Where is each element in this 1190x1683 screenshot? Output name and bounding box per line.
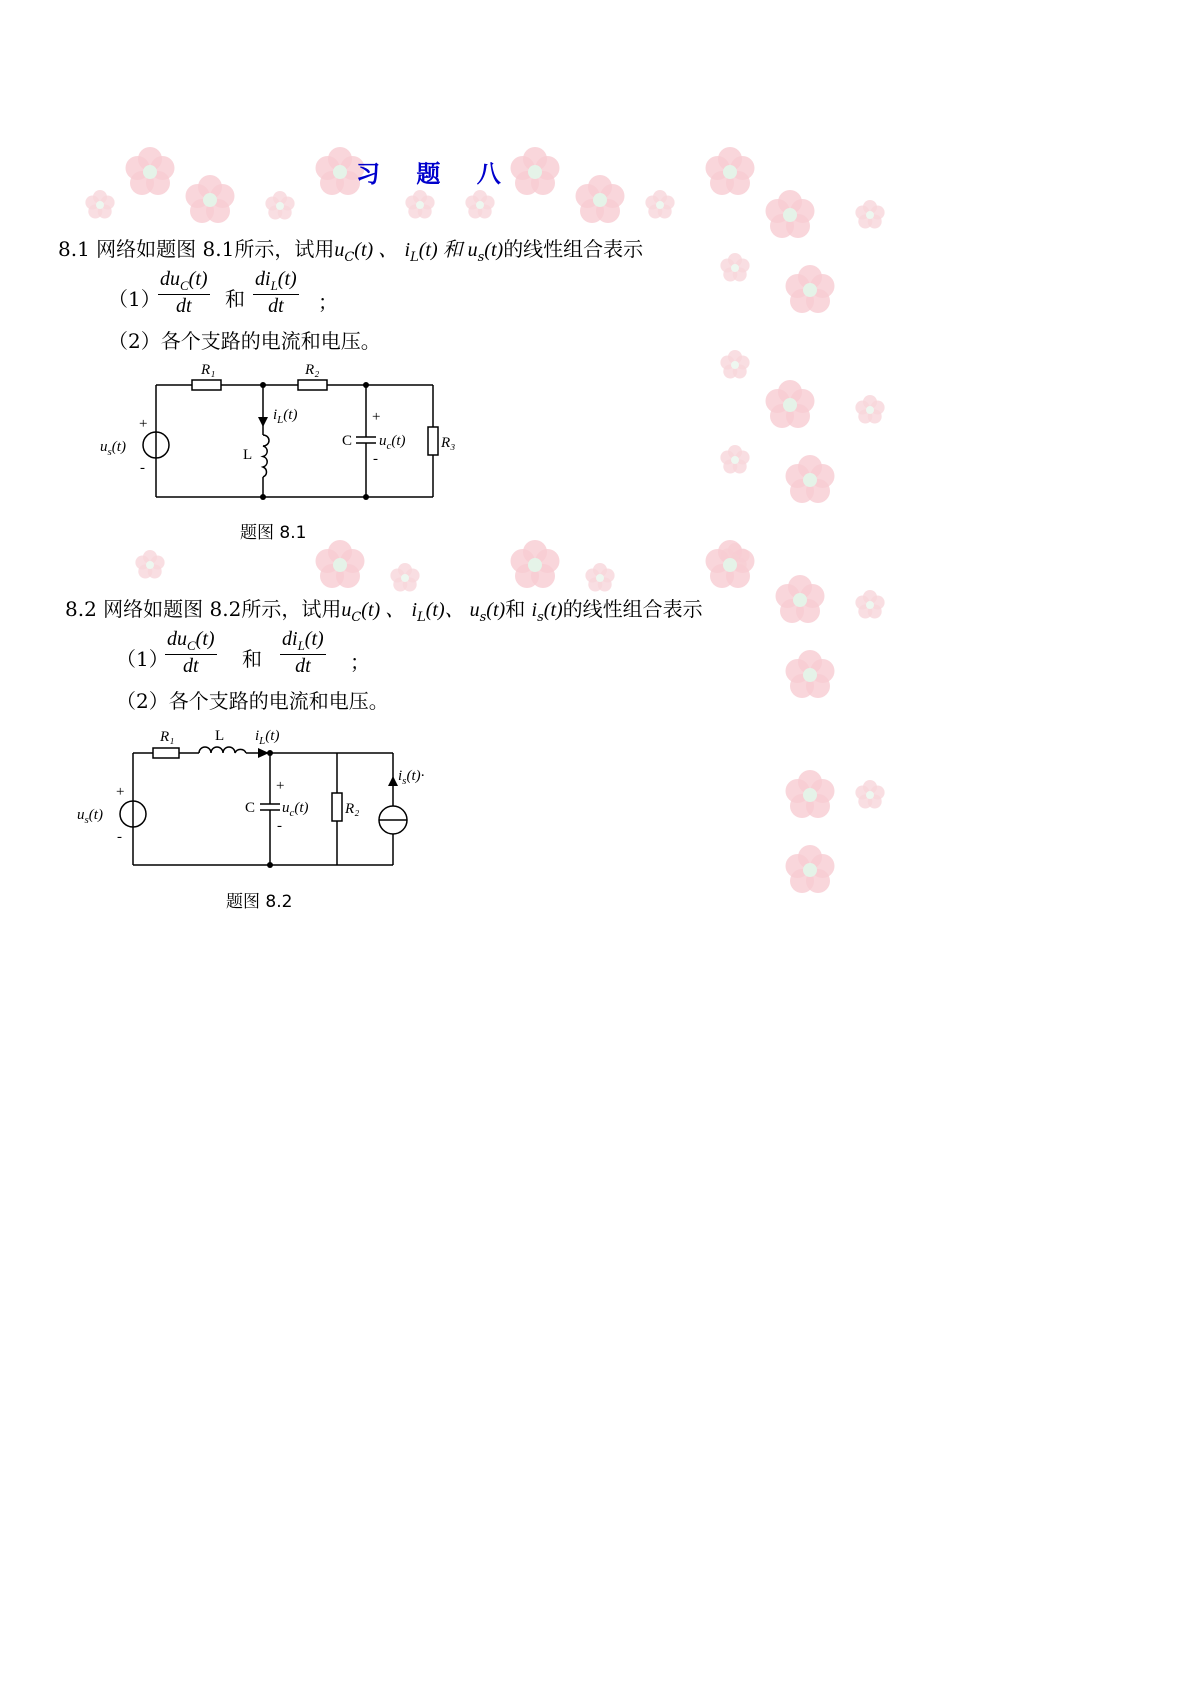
arg: (t) 、 (354, 239, 399, 261)
problem-text: 8.2 网络如题图 8.2所示，试用 (65, 597, 342, 621)
arg: (t) (486, 599, 506, 621)
subscript: C (351, 610, 362, 625)
t: (t) (111, 439, 126, 455)
t: (t) (283, 407, 298, 423)
minus-sign: - (117, 829, 122, 845)
arg: (t) (484, 239, 504, 261)
and-word: 和 (225, 287, 245, 311)
subscript: s (477, 250, 485, 265)
t: (t) (294, 800, 309, 816)
item-1-label: （1） (108, 287, 161, 311)
sub: L (270, 278, 278, 293)
var-u: u (341, 599, 352, 621)
inductor-l (263, 435, 269, 477)
label-us (77, 807, 103, 826)
label-r2: R₂ (345, 801, 360, 817)
plus-sign: + (139, 416, 148, 432)
label-c: C (245, 800, 256, 816)
minus-sign: - (140, 460, 145, 476)
arg: (t) (543, 599, 563, 621)
subscript: L (417, 610, 426, 625)
item-1-label: （1） (116, 647, 169, 671)
plus-sign: + (116, 784, 125, 800)
den: dt (183, 655, 199, 677)
node (363, 382, 369, 388)
label-uc (379, 433, 406, 452)
var-is: i (531, 599, 538, 621)
t: L (277, 414, 284, 426)
t: s (402, 775, 407, 787)
num: du (160, 268, 180, 290)
current-arrow-il (258, 748, 269, 758)
and-word: 和 (242, 647, 262, 671)
node (267, 862, 273, 868)
resistor-r2 (298, 380, 327, 390)
arg: (t) 和 (418, 239, 468, 261)
subscript: s (537, 610, 544, 625)
num: du (167, 628, 187, 650)
t: s (107, 446, 112, 458)
problem-text: 和 (505, 597, 532, 621)
fraction-dil-dt (280, 628, 326, 678)
resistor-r3 (428, 427, 438, 455)
node (363, 494, 369, 500)
label-is (398, 768, 424, 787)
t: (t)· (406, 768, 425, 784)
label-c: C (342, 433, 353, 449)
label-il (255, 728, 279, 747)
problem-text: 8.1 网络如题图 8.1所示，试用 (58, 237, 335, 261)
arg: (t) (304, 628, 324, 650)
var-us: u (469, 599, 480, 621)
var-i: i (411, 599, 418, 621)
subscript: s (479, 610, 487, 625)
minus-sign: - (373, 451, 378, 467)
subscript: L (410, 250, 419, 265)
fraction-dil-dt (253, 268, 299, 318)
var-u: u (334, 239, 345, 261)
label-uc (282, 800, 309, 819)
den: dt (176, 295, 192, 317)
semicolon: ； (318, 290, 338, 314)
num: di (255, 268, 271, 290)
label-il (273, 407, 297, 426)
item-2: （2）各个支路的电流和电压。 (108, 329, 381, 353)
label-l: L (243, 447, 253, 463)
current-arrow-il (258, 417, 268, 427)
t: i (255, 728, 260, 744)
problem-8-2-statement (65, 593, 703, 625)
resistor-r1 (192, 380, 221, 390)
sub: L (297, 638, 305, 653)
t: i (273, 407, 278, 423)
plus-sign: + (372, 409, 381, 425)
semicolon: ； (350, 650, 370, 674)
resistor-r1 (153, 748, 179, 758)
problem-text: 的线性组合表示 (503, 237, 644, 261)
label-us (100, 439, 126, 458)
label-r3: R₃ (441, 435, 456, 451)
t: u (282, 800, 290, 816)
t: c (386, 440, 392, 452)
den: dt (268, 295, 284, 317)
minus-sign: - (277, 818, 282, 834)
var-i: i (404, 239, 411, 261)
problem-text: 的线性组合表示 (562, 597, 703, 621)
t: (t) (88, 807, 103, 823)
page-title: 习 题 八 (356, 160, 515, 188)
t: u (77, 807, 85, 823)
t: u (100, 439, 108, 455)
arg: (t) (277, 268, 297, 290)
label-r1: R₁ (201, 362, 216, 378)
circuit-diagram-8-1 (95, 355, 475, 515)
item-2: （2）各个支路的电流和电压。 (116, 689, 389, 713)
sub: C (180, 278, 189, 293)
arg: (t) (195, 628, 215, 650)
resistor-r2 (332, 793, 342, 821)
t: c (289, 807, 295, 819)
inductor-l (199, 747, 246, 753)
t: u (379, 433, 387, 449)
figure-caption-8-2: 题图 8.2 (226, 892, 293, 912)
plus-sign: + (276, 778, 285, 794)
arg: (t) (188, 268, 208, 290)
t: (t) (391, 433, 406, 449)
t: i (398, 768, 403, 784)
num: di (282, 628, 298, 650)
subscript: C (344, 250, 355, 265)
t: (t) (265, 728, 280, 744)
fraction-duc-dt (158, 268, 210, 318)
node (260, 382, 266, 388)
den: dt (295, 655, 311, 677)
t: L (259, 735, 266, 747)
arg: (t) 、 (361, 599, 406, 621)
var-us: u (467, 239, 478, 261)
label-r2: R₂ (305, 362, 320, 378)
figure-caption-8-1: 题图 8.1 (240, 523, 307, 543)
node (260, 494, 266, 500)
problem-8-1-statement (58, 233, 643, 265)
sub: C (187, 638, 196, 653)
circuit-diagram-8-2 (75, 718, 455, 878)
fraction-duc-dt (165, 628, 217, 678)
t: s (84, 814, 89, 826)
label-r1: R₁ (160, 729, 175, 745)
label-l: L (215, 728, 225, 744)
current-arrow-is (388, 776, 398, 786)
arg: (t)、 (425, 599, 470, 621)
